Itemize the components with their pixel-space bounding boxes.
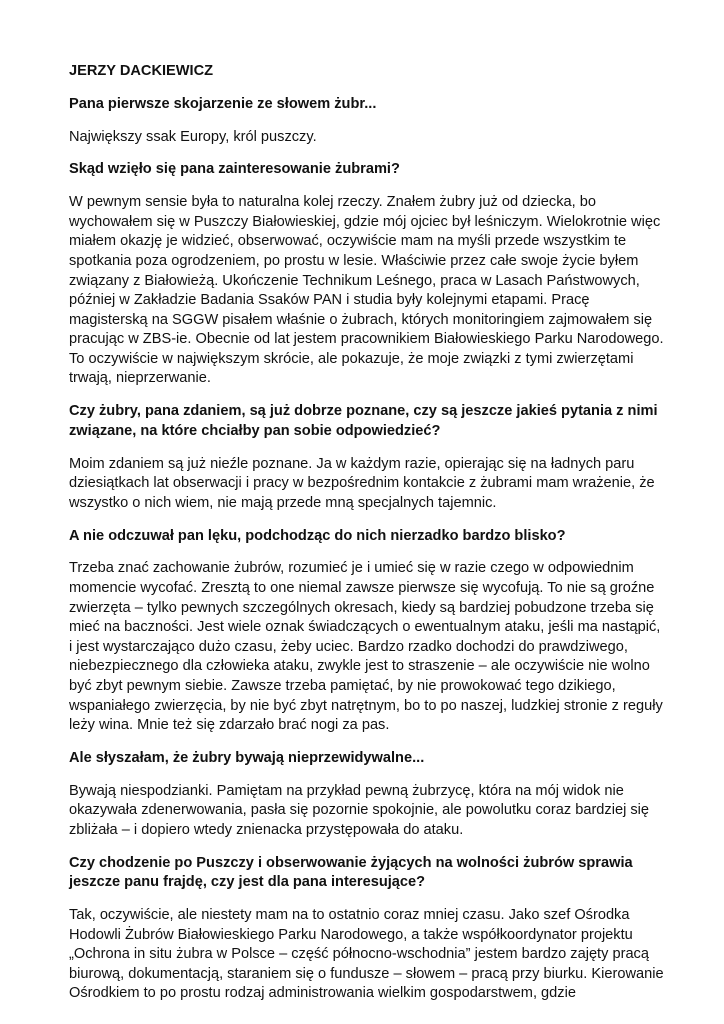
question-2: Skąd wzięło się pana zainteresowanie żubrami? [69, 161, 400, 178]
answer-4: Trzeba znać zachowanie żubrów, rozumieć je i umieć się w razie czego w odpowiednim momencie wycofać. Zresztą to one niemal zawsze pierwsze się wycofują. To nie są groźne zwierzęta – tylko pewnych szczególnych okresach, kiedy są bardziej pobudzone trzeba się mieć na baczności. Jest wiele oznak świadczących o ewentualnym ataku, jeśli ma nastąpić, i jest wystarczająco dużo czasu, żeby uciec. Bardzo rzadko dochodzi do prawdziwego, niebezpiecznego dla człowieka ataku, zwykle jest to straszenie – ale oczywiście nie wolno być zbyt pewnym siebie. Zawsze trzeba pamiętać, by nie prowokować tego dzikiego, wspaniałego zwierzęcia, by nie być zbyt natrętnym, bo to po naszej, ludzkiej stronie z reguły leży wina. Mnie też się zdarzało brać nogi za pas. [69, 560, 663, 734]
question-4: A nie odczuwał pan lęku, podchodząc do nich nierzadko bardzo blisko? [69, 527, 566, 544]
question-6: Czy chodzenie po Puszczy i obserwowanie żyjących na wolności żubrów sprawia jeszcze panu frajdę, czy jest dla pana interesujące? [69, 854, 633, 891]
answer-6: Tak, oczywiście, ale niestety mam na to ostatnio coraz mniej czasu. Jako szef Ośrodka Hodowli Żubrów Białowieskiego Parku Narodowego, a także współkoordynator projektu „Ochrona in situ żubra w Polsce – część północno-wschodnia” jestem bardzo zajęty pracą biurową, dokumentacją, staraniem się o fundusze – słowem – pracą przy biurku. Kierowanie Ośrodkiem to po prostu rodzaj administrowania wielkim gospodarstwem, gdzie [69, 907, 664, 1002]
author-name: JERZY DACKIEWICZ [69, 63, 214, 79]
answer-5: Bywają niespodzianki. Pamiętam na przykład pewną żubrzycę, która na mój widok nie okazywała zdenerwowania, pasła się pozornie spokojnie, ale powolutku coraz bardziej się zbliżała – i dopiero wtedy znienacka przystępowała do ataku. [69, 782, 650, 838]
answer-3: Moim zdaniem są już nieźle poznane. Ja w każdym razie, opierając się na ładnych paru dziesiątkach lat obserwacji i pracy w bezpośrednim kontakcie z żubrami mam wrażenie, że wszystko o nich wiem, nie mają przede mną specjalnych tajemnic. [69, 455, 655, 511]
answer-2: W pewnym sensie była to naturalna kolej rzeczy. Znałem żubry już od dziecka, bo wychowałem się w Puszczy Białowieskiej, gdzie mój ojciec był leśniczym. Wielokrotnie więc miałem okazję je widzieć, obserwować, oczywiście mam na myśli przede wszystkim te spotkania poza ogrodzeniem, po prostu w lesie. Właściwie przez całe swoje życie byłem związany z Białowieżą. Ukończenie Technikum Leśnego, praca w Lasach Państwowych, później w Zakładzie Badania Ssaków PAN i studia były kolejnymi etapami. Pracę magisterską na SGGW pisałem właśnie o żubrach, których monitoringiem zajmowałem się pracując w ZBS-ie. Obecnie od lat jestem pracownikiem Białowieskiego Parku Narodowego. To oczywiście w największym skrócie, ale pokazuje, że moje związki z tymi zwierzętami trwają, nieprzerwanie. [69, 194, 664, 387]
question-1: Pana pierwsze skojarzenie ze słowem żubr... [69, 95, 377, 112]
answer-1: Największy ssak Europy, król puszczy. [69, 128, 317, 145]
document-page [69, 62, 664, 1017]
question-3: Czy żubry, pana zdaniem, są już dobrze poznane, czy są jeszcze jakieś pytania z nimi związane, na które chciałby pan sobie odpowiedzieć? [69, 403, 658, 439]
question-5: Ale słyszałam, że żubry bywają nieprzewidywalne... [69, 749, 425, 766]
